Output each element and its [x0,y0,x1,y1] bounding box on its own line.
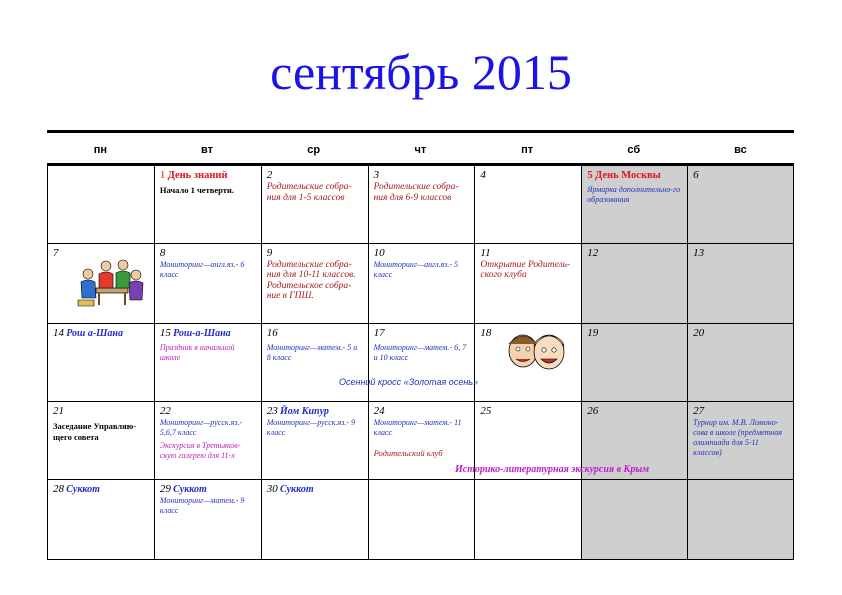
day-cell-10[interactable] [369,244,476,324]
day-number: 25 [480,405,492,418]
day-number: 12 [587,246,599,259]
day-number: 24 [373,405,385,418]
day-cell-5[interactable] [582,166,688,244]
weekday-wed: ср [307,144,321,156]
day-number: 15 [159,326,171,339]
calendar-grid [47,165,794,560]
event-note: Ярмарка дополнительно-го образования [587,185,681,204]
day-cell-30[interactable] [262,480,369,560]
day-cell-1[interactable] [155,166,262,244]
event-note: Турнир им. М.В. Ломоно-сова в школе (предметная олимпиада для 5-11 классов) [693,418,782,458]
day-number: 26 [587,405,599,418]
day-cell-15[interactable] [155,324,262,403]
day-cell-22[interactable] [155,402,262,480]
day-number: 8 [159,246,166,259]
day-number: 29 [159,483,171,496]
day-number: 30 [266,483,278,496]
day-number: 14 [53,326,64,339]
crimea-excursion-event: Историко-литературная экскурсия в Крым [455,464,650,475]
holiday-label: Суккот [279,484,314,496]
holiday-label: Суккот [173,484,207,496]
day-number: 1 [159,169,166,181]
day-cell-18[interactable] [475,324,582,403]
day-number: 3 [373,169,380,181]
day-cell-2[interactable] [262,166,369,244]
weekday-header [47,133,794,163]
day-cell-9[interactable] [262,244,369,324]
page-title: сентябрь 2015 [270,44,572,100]
event-note: Экскурсия в Третьяков-скую галерею для 11-х [159,441,241,461]
day-cell-4[interactable] [475,166,582,244]
day-number: 13 [693,246,705,259]
day-number: 21 [53,405,64,418]
day-cell-13[interactable] [688,244,794,324]
day-number: 9 [266,246,273,259]
day-cell-empty [688,480,794,560]
weekday-fri: пт [521,144,534,156]
day-number: 20 [693,326,705,339]
event-note: Мониторинг—англ.яз.- 5 класс [373,259,459,279]
day-cell-12[interactable] [582,244,688,324]
event-note: Мониторинг—матем.- 5 и 8 класс [266,342,358,362]
event-note: Родительские собра-ния для 10-11 классов. Родительское собра-ние в ГПШ. [266,259,356,302]
day-cell-7[interactable] [48,244,155,324]
day-cell-empty [475,480,582,560]
meeting-clipart-icon [76,258,146,310]
day-number: 28 [53,483,64,496]
day-number: 17 [373,326,385,339]
day-number: 19 [587,326,599,339]
day-cell-empty [369,480,476,560]
day-number: 5 [587,169,593,181]
day-number: 11 [480,246,491,259]
day-cell-29[interactable] [155,480,262,560]
day-number: 10 [373,246,385,259]
day-cell-empty [48,166,155,244]
holiday-label: Йом Кипур [279,406,329,418]
day-cell-23[interactable] [262,402,369,480]
weekday-mon: пн [93,144,107,156]
day-cell-3[interactable] [369,166,476,244]
day-number: 27 [693,405,705,418]
holiday-label: День знаний [167,170,228,181]
day-cell-19[interactable] [582,324,688,403]
weekday-sat: сб [627,144,641,156]
day-cell-28[interactable] [48,480,155,560]
event-note: Родительские собра-ния для 6-9 классов [373,182,459,203]
event-note: Мониторинг—русск.яз.- 9 класс [266,418,355,438]
day-number: 2 [266,169,273,181]
day-number: 7 [53,246,59,259]
holiday-label: Суккот [66,484,100,496]
holiday-label: Рош а-Шана [66,327,123,339]
event-note: Мониторинг—матем.- 6, 7 и 10 класс [373,342,467,362]
event-note: Родительский клуб [373,448,443,459]
holiday-label: День Москвы [595,170,661,181]
faces-clipart-icon [503,330,569,372]
event-note: Мониторинг—матем.- 11 класс [373,418,462,438]
day-cell-21[interactable] [48,402,155,480]
event-note: Открытие Родитель-ского клуба [480,259,571,281]
day-cell-16[interactable] [262,324,369,403]
day-cell-20[interactable] [688,324,794,403]
day-cell-17[interactable] [369,324,476,403]
day-cell-6[interactable] [688,166,794,244]
weekday-sun: вс [734,144,747,156]
day-cell-27[interactable] [688,402,794,480]
day-cell-14[interactable] [48,324,155,403]
weekday-tue: вт [201,144,214,156]
event-note: Родительские собра-ния для 1-5 классов [266,182,352,203]
event-note: Праздник в начальной школе [159,342,235,362]
day-number: 22 [159,405,171,418]
calendar [47,130,794,560]
event-note: Мониторинг—матем.- 9 класс [159,496,245,516]
day-cell-11[interactable] [475,244,582,324]
event-note: Мониторинг—англ.яз.- 6 класс [159,259,245,279]
autumn-cross-event: Осенний кросс «Золотая осень» [339,377,479,387]
day-cell-8[interactable] [155,244,262,324]
day-number: 6 [693,169,699,181]
day-number: 18 [480,326,492,339]
event-note: Начало 1 четверти. [159,185,234,195]
day-number: 4 [480,169,486,181]
event-note: Мониторинг—русск.яз.- 5,6,7 класс [159,418,243,438]
event-note: Заседание Управляю-щего совета [53,421,137,443]
holiday-label: Рош-а-Шана [173,327,231,339]
weekday-thu: чт [414,144,427,156]
day-number: 23 [266,405,278,418]
day-number: 16 [266,326,278,339]
day-cell-empty [582,480,688,560]
